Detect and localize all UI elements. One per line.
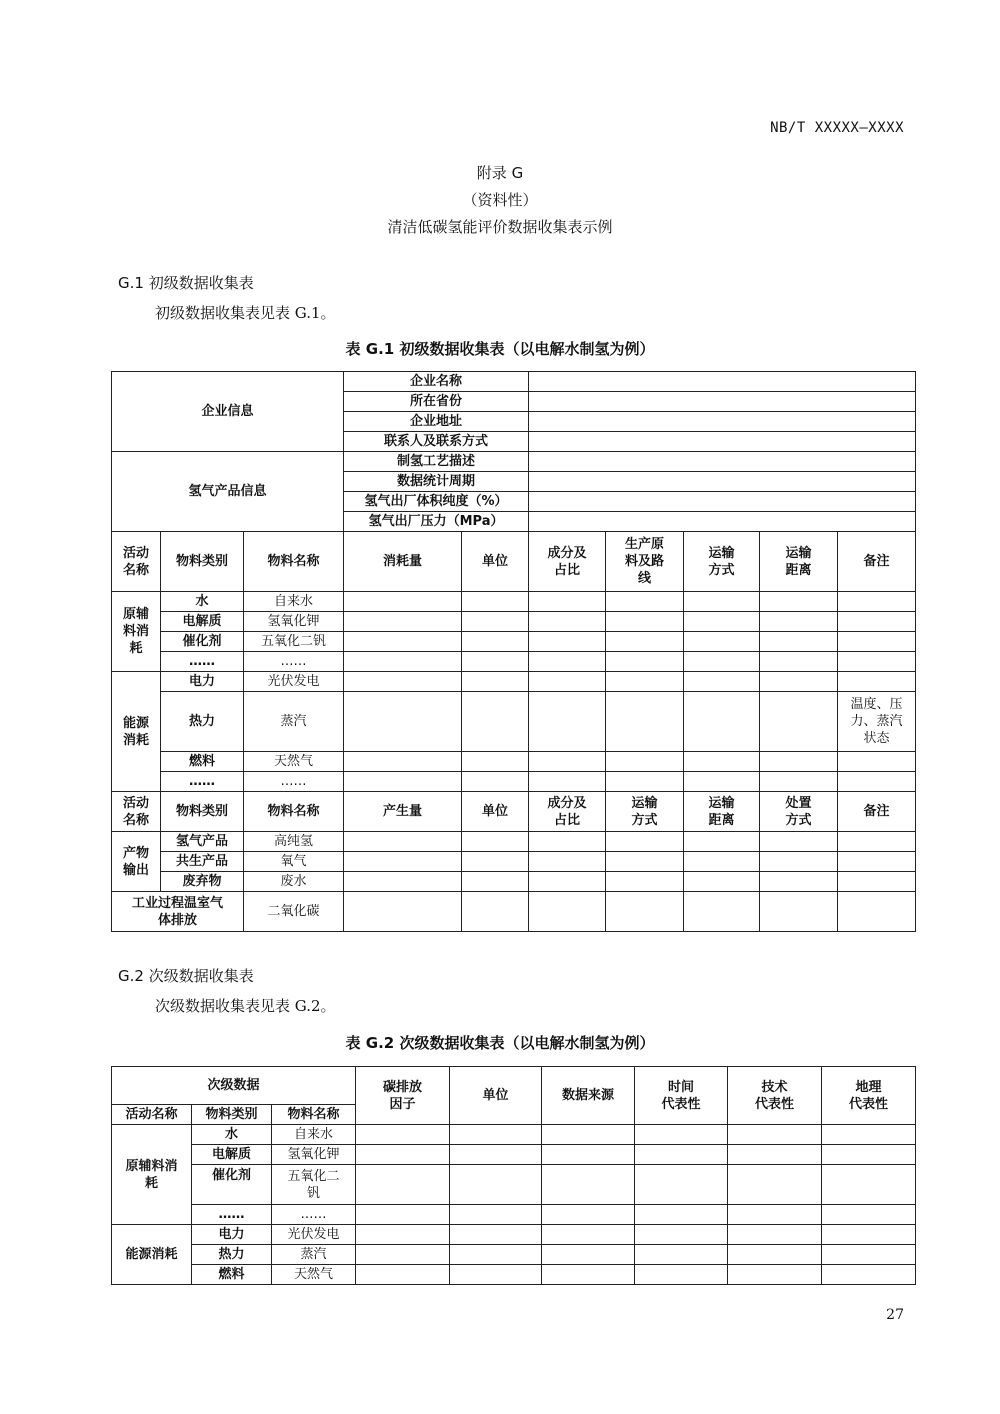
column-header: 生产原 料及路 线 (606, 532, 684, 592)
column-header: 物料名称 (244, 532, 344, 592)
company-field: 企业名称 (344, 372, 529, 392)
standard-number: NB/T XXXXX—XXXX (770, 120, 904, 136)
table-row (112, 1125, 916, 1145)
material-category: 热力 (161, 692, 244, 752)
column-header: 活动名称 (112, 1105, 192, 1125)
company-field: 联系人及联系方式 (344, 432, 529, 452)
column-header: 活动 名称 (112, 532, 161, 592)
table-row (112, 892, 916, 932)
table-row (112, 672, 916, 692)
table-row (112, 1245, 916, 1265)
column-header: 成分及 占比 (529, 792, 606, 832)
column-header: 成分及 占比 (529, 532, 606, 592)
material-name: 自来水 (244, 592, 344, 612)
table-row (112, 1205, 916, 1225)
material-category: 电力 (161, 672, 244, 692)
product-field: 数据统计周期 (344, 472, 529, 492)
column-header: 单位 (462, 792, 529, 832)
table-g1-caption: 表 G.1 初级数据收集表（以电解水制氢为例） (345, 340, 655, 358)
section-g2-paragraph: 次级数据收集表见表 G.2。 (155, 997, 336, 1015)
material-category: 电解质 (192, 1145, 272, 1165)
company-value-cell (529, 412, 916, 432)
column-header: 运输 距离 (760, 532, 838, 592)
material-name: 光伏发电 (272, 1225, 356, 1245)
material-category: 共生产品 (161, 852, 244, 872)
product-group-label: 氢气产品信息 (112, 452, 344, 532)
column-header: 活动 名称 (112, 792, 161, 832)
column-header: 物料名称 (272, 1105, 356, 1125)
raw-material-group-label: 原辅料消 耗 (112, 1125, 192, 1225)
table-row (112, 772, 916, 792)
material-category: 废弃物 (161, 872, 244, 892)
product-field: 氢气出厂压力（MPa） (344, 512, 529, 532)
column-header: 技术 代表性 (728, 1067, 822, 1125)
material-name: 五氧化二钒 (244, 632, 344, 652)
product-value-cell (529, 472, 916, 492)
column-header: 时间 代表性 (635, 1067, 728, 1125)
material-category: …… (192, 1205, 272, 1225)
ghg-emission-label: 工业过程温室气 体排放 (112, 892, 244, 932)
company-value-cell (529, 372, 916, 392)
output-group-label: 产物 输出 (112, 832, 161, 892)
table-g1 (111, 371, 916, 932)
product-value-cell (529, 512, 916, 532)
table-row (112, 692, 916, 752)
column-header: 物料类别 (161, 532, 244, 592)
material-name: 二氧化碳 (244, 892, 344, 932)
material-name: …… (272, 1205, 356, 1225)
raw-material-group-label: 原辅 料消 耗 (112, 592, 161, 672)
energy-group-label: 能源 消耗 (112, 672, 161, 792)
material-name: 天然气 (244, 752, 344, 772)
material-name: 光伏发电 (244, 672, 344, 692)
column-header: 处置 方式 (760, 792, 838, 832)
material-name: 氢氧化钾 (272, 1145, 356, 1165)
material-category: …… (161, 652, 244, 672)
material-name: …… (244, 652, 344, 672)
table-row (112, 1225, 916, 1245)
material-category: 氢气产品 (161, 832, 244, 852)
material-name: 五氧化二 钒 (272, 1165, 356, 1205)
material-category: 催化剂 (192, 1165, 272, 1205)
note-cell: 温度、压 力、蒸汽 状态 (838, 692, 916, 752)
company-group-label: 企业信息 (112, 372, 344, 452)
appendix-subtitle: 清洁低碳氢能评价数据收集表示例 (387, 218, 613, 236)
table-row (112, 1145, 916, 1165)
table-g2-header-row (112, 1067, 916, 1105)
material-category: 燃料 (161, 752, 244, 772)
table-g1-header-row-2 (112, 792, 916, 832)
table-row (112, 632, 916, 652)
material-name: 废水 (244, 872, 344, 892)
product-value-cell (529, 452, 916, 472)
material-category: 电解质 (161, 612, 244, 632)
table-row (112, 872, 916, 892)
company-value-cell (529, 432, 916, 452)
table-g1-header-row (112, 532, 916, 592)
column-header: 地理 代表性 (822, 1067, 916, 1125)
column-header: 备注 (838, 532, 916, 592)
column-header: 运输 距离 (684, 792, 760, 832)
page-number: 27 (886, 1307, 904, 1323)
material-category: 催化剂 (161, 632, 244, 652)
column-header: 物料类别 (192, 1105, 272, 1125)
table-row (112, 852, 916, 872)
section-g2-heading: G.2 次级数据收集表 (118, 967, 254, 985)
appendix-title: 附录 G (476, 164, 524, 182)
material-category: 燃料 (192, 1265, 272, 1285)
secondary-data-group-header: 次级数据 (112, 1067, 356, 1105)
table-row (112, 1165, 916, 1205)
material-category: 电力 (192, 1225, 272, 1245)
material-category: 水 (192, 1125, 272, 1145)
table-row (112, 612, 916, 632)
column-header: 备注 (838, 792, 916, 832)
column-header: 产生量 (344, 792, 462, 832)
column-header: 碳排放 因子 (356, 1067, 450, 1125)
column-header: 运输 方式 (606, 792, 684, 832)
material-name: 氢氧化钾 (244, 612, 344, 632)
energy-group-label: 能源消耗 (112, 1225, 192, 1285)
product-field: 氢气出厂体积纯度（%） (344, 492, 529, 512)
appendix-nature: （资料性） (462, 191, 538, 209)
company-field: 所在省份 (344, 392, 529, 412)
material-category: …… (161, 772, 244, 792)
column-header: 物料类别 (161, 792, 244, 832)
material-name: 高纯氢 (244, 832, 344, 852)
table-g2-caption: 表 G.2 次级数据收集表（以电解水制氢为例） (345, 1034, 655, 1052)
column-header: 消耗量 (344, 532, 462, 592)
column-header: 数据来源 (542, 1067, 635, 1125)
table-row (112, 1265, 916, 1285)
table-row (112, 652, 916, 672)
table-g2 (111, 1066, 916, 1285)
table-row (112, 832, 916, 852)
material-name: …… (244, 772, 344, 792)
material-category: 热力 (192, 1245, 272, 1265)
column-header: 运输 方式 (684, 532, 760, 592)
material-name: 蒸汽 (272, 1245, 356, 1265)
column-header: 单位 (450, 1067, 542, 1125)
product-value-cell (529, 492, 916, 512)
table-row (112, 752, 916, 772)
company-value-cell (529, 392, 916, 412)
material-name: 蒸汽 (244, 692, 344, 752)
column-header: 单位 (462, 532, 529, 592)
material-name: 自来水 (272, 1125, 356, 1145)
table-row (112, 592, 916, 612)
material-category: 水 (161, 592, 244, 612)
column-header: 物料名称 (244, 792, 344, 832)
section-g1-heading: G.1 初级数据收集表 (118, 274, 254, 292)
product-field: 制氢工艺描述 (344, 452, 529, 472)
company-field: 企业地址 (344, 412, 529, 432)
section-g1-paragraph: 初级数据收集表见表 G.1。 (155, 304, 336, 322)
material-name: 氧气 (244, 852, 344, 872)
material-name: 天然气 (272, 1265, 356, 1285)
